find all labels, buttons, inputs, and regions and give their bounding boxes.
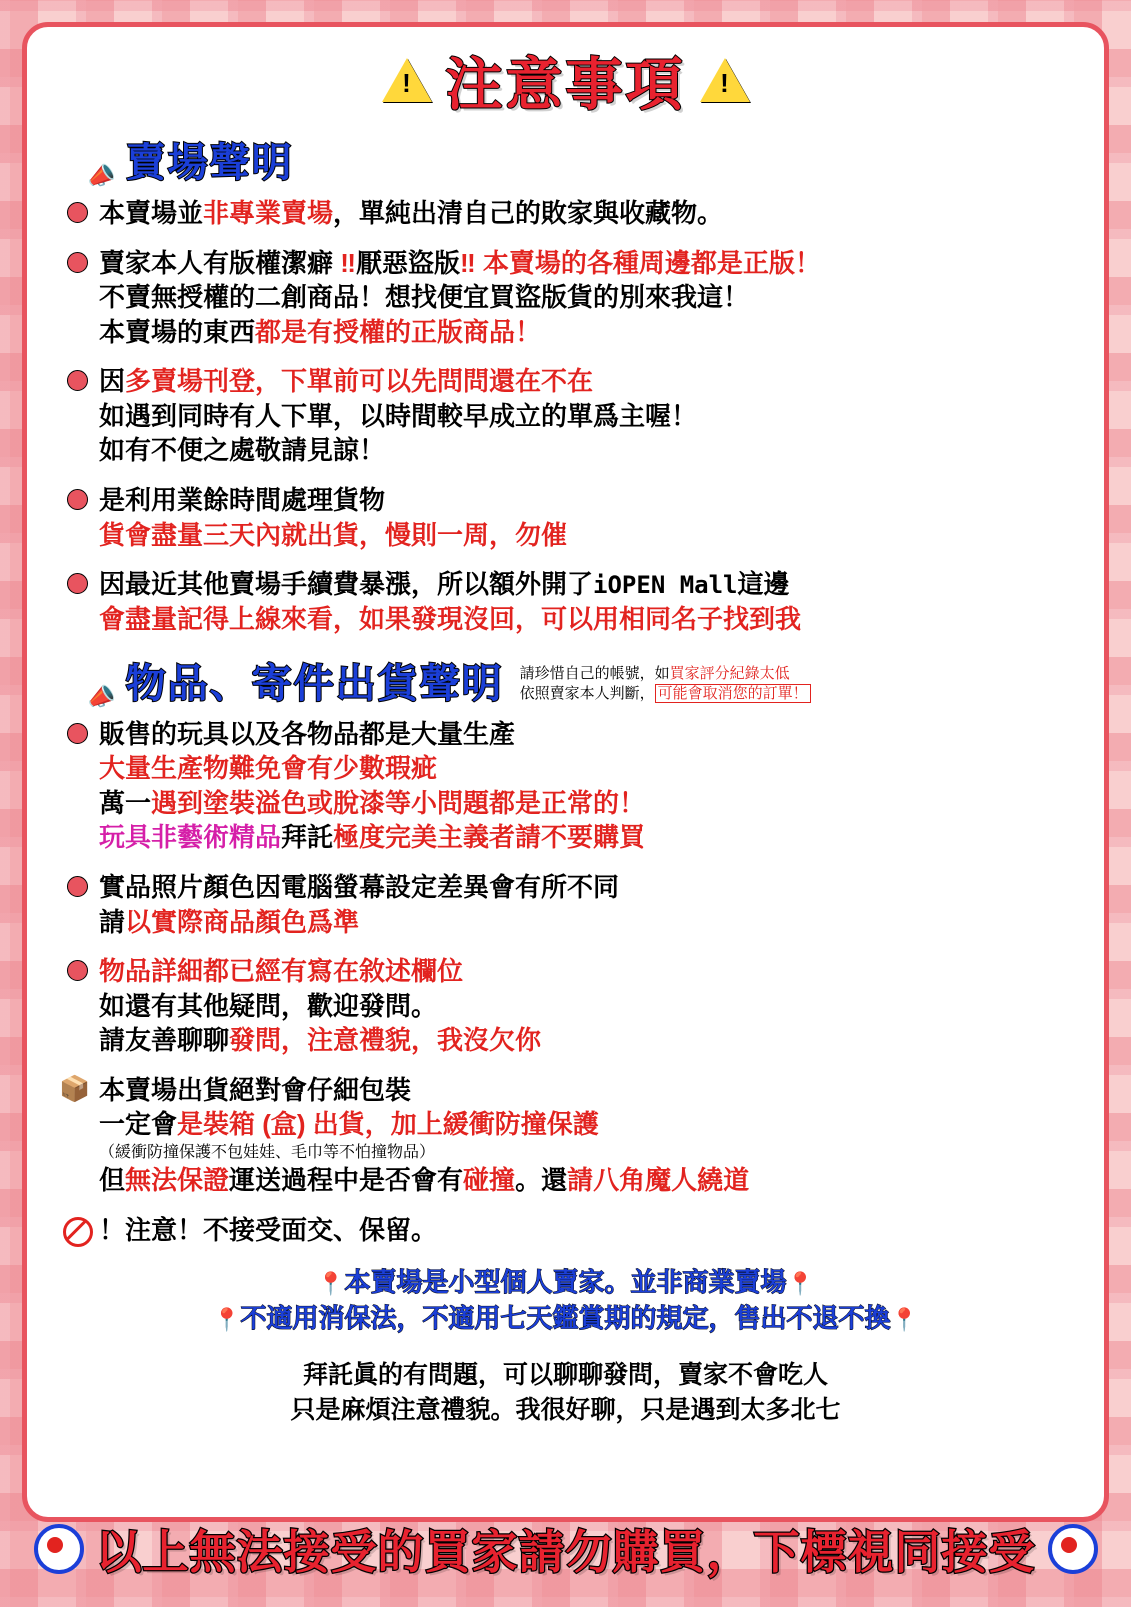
- bullet-dot-icon: [67, 489, 88, 510]
- text-line: 賣家本人有版權潔癖 ‼厭惡盜版‼ 本賣場的各種周邊都是正版！: [99, 247, 821, 278]
- list-item: [53, 483, 1078, 552]
- notice-card: [22, 22, 1109, 1522]
- text-line: 但無法保證運送過程中是否會有碰撞。還請八角魔人繞道: [99, 1165, 750, 1196]
- bullet-dot-icon: [67, 573, 88, 594]
- text-line: 如遇到同時有人下單，以時間較早成立的單爲主喔！: [99, 400, 698, 431]
- text-line: ！注意！不接受面交、保留。: [99, 1214, 438, 1245]
- text-line: 本賣場出貨絕對會仔細包裝: [99, 1074, 412, 1105]
- target-icon: [34, 1524, 84, 1574]
- section-heading-shipping-statement: [84, 652, 1078, 713]
- section-heading-shop-statement: [84, 131, 1078, 192]
- text-line: 如還有其他疑問，歡迎發問。: [99, 990, 438, 1021]
- footer-text: 以上無法接受的買家請勿購買，下標視同接受: [95, 1526, 1036, 1578]
- section-title: 賣場聲明: [125, 141, 294, 185]
- list-item: [53, 246, 1078, 350]
- text-line: 請友善聊聊發問，注意禮貌，我沒欠你: [99, 1025, 542, 1056]
- note-line1-red: 買家評分紀錄太低: [669, 665, 790, 683]
- text-line: 萬一遇到塗裝溢色或脫漆等小問題都是正常的！: [99, 787, 646, 818]
- list-item: [53, 717, 1078, 855]
- bullet-dot-icon: [67, 202, 88, 223]
- text-line: 一定會是裝箱 (盒) 出貨，加上緩衝防撞保護: [99, 1109, 599, 1140]
- list-item: [53, 954, 1078, 1058]
- text-line: 物品詳細都已經有寫在敘述欄位: [99, 956, 464, 987]
- list-item: [53, 1213, 1078, 1248]
- list-item: [53, 567, 1078, 636]
- bullet-dot-icon: [67, 876, 88, 897]
- package-box-icon: 📦: [59, 1074, 91, 1103]
- text-line: 因多賣場刊登，下單前可以先問問還在不在: [99, 366, 594, 397]
- bullet-dot-icon: [67, 252, 88, 273]
- text-line: 玩具非藝術精品拜託極度完美主義者請不要購買: [99, 822, 646, 853]
- account-warning-note: [520, 664, 811, 709]
- pin-line: [53, 1301, 1078, 1336]
- pin-text: 不適用消保法，不適用七天鑑賞期的規定，售出不退不換: [240, 1302, 891, 1333]
- list-item: [53, 870, 1078, 939]
- note-line2-plain: 依照賣家本人判斷，: [519, 685, 655, 703]
- section-title: 物品、寄件出貨聲明: [125, 661, 504, 706]
- footer-banner: [8, 1516, 1123, 1582]
- text-line: 如有不便之處敬請見諒！: [99, 435, 386, 466]
- shop-statement-list: [53, 196, 1078, 637]
- pin-icon: 📍: [213, 1306, 241, 1332]
- pin-icon: 📍: [890, 1306, 918, 1332]
- pin-icon: 📍: [317, 1271, 345, 1297]
- personal-seller-notice: [53, 1265, 1078, 1335]
- megaphone-icon: 📣: [84, 681, 118, 713]
- text-line: 請以實際商品顏色爲準: [99, 906, 360, 937]
- prohibited-icon: [63, 1217, 93, 1251]
- note-line2-red: 可能會取消您的訂單！: [655, 684, 811, 703]
- megaphone-icon: 📣: [84, 160, 118, 192]
- title-text: 注意事項: [445, 53, 686, 117]
- closing-line: 拜託眞的有問題，可以聊聊發問，賣家不會吃人: [302, 1360, 828, 1389]
- warning-triangle-icon: [700, 58, 750, 102]
- pin-icon: 📍: [786, 1271, 814, 1297]
- pin-text: 本賣場是小型個人賣家。並非商業賣場: [344, 1267, 787, 1298]
- closing-message: [53, 1358, 1078, 1428]
- text-line: 本賣場的東西都是有授權的正版商品！: [99, 316, 542, 347]
- shipping-statement-list: [53, 717, 1078, 1248]
- text-line: 因最近其他賣場手續費暴漲，所以額外開了iOPEN Mall這邊: [99, 569, 790, 600]
- text-line: 會盡量記得上線來看，如果發現沒回，可以用相同名子找到我: [99, 604, 802, 635]
- list-item: [53, 364, 1078, 468]
- text-line: （緩衝防撞保護不包娃娃、毛巾等不怕撞物品）: [99, 1144, 436, 1162]
- text-line: 大量生產物難免會有少數瑕疵: [99, 753, 438, 784]
- pin-line: [53, 1265, 1078, 1300]
- note-line1-plain: 請珍惜自己的帳號，如: [519, 665, 670, 683]
- bullet-dot-icon: [67, 370, 88, 391]
- text-line: 販售的玩具以及各物品都是大量生產: [99, 718, 516, 749]
- text-line: 是利用業餘時間處理貨物: [99, 485, 386, 516]
- bullet-dot-icon: [67, 723, 88, 744]
- closing-line: 只是麻煩注意禮貌。我很好聊，只是遇到太多北七: [290, 1395, 841, 1424]
- text-line: 本賣場並非專業賣場，單純出清自己的敗家與收藏物。: [99, 198, 724, 228]
- bullet-dot-icon: [67, 960, 88, 981]
- target-icon: [1048, 1524, 1098, 1574]
- list-item: [53, 1073, 1078, 1198]
- warning-triangle-icon: [382, 58, 432, 102]
- list-item: [53, 196, 1078, 231]
- text-line: 貨會盡量三天內就出貨，慢則一周，勿催: [99, 519, 568, 550]
- page-title: [53, 39, 1078, 121]
- text-line: 實品照片顏色因電腦螢幕設定差異會有所不同: [99, 872, 620, 902]
- text-line: 不賣無授權的二創商品！想找便宜買盜版貨的別來我這！: [99, 282, 750, 313]
